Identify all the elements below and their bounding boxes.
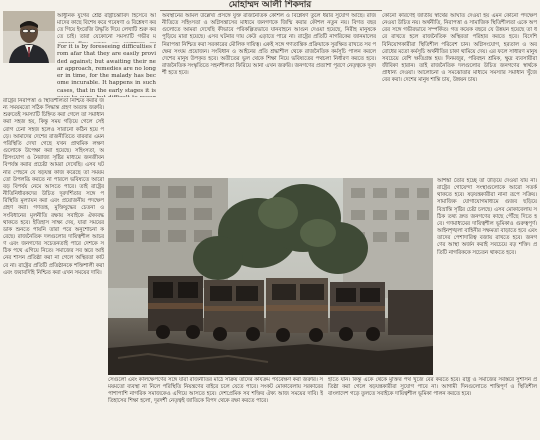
column-3-right: আশঙ্কা তৈরি হচ্ছে তা উড়িয়ে দেওয়া যায় না। রাষ্ট্রের গোয়েন্দা সংস্থাগুলোকে আরো সতর্ক থাকতে হবে। ষড়যন্ত্রকারীরা নানা রূপে সক্রিয়। সামাজিক যোগাযোগমাধ্যমে গুজব ছড়িয়ে বিভ্রান্তি সৃষ্টির চেষ্টা চলছে। এসব মোকাবেলায় সঠিক তথ্য দ্রুত জনগণের কাছে পৌঁছে দিতে হবে। গণমাধ্যমের দায়িত্বশীল ভূমিকাও গুরুত্বপূর্ণ। আইনশৃঙ্খলা বাহিনীর সক্ষমতা বাড়াতে হবে এবং তাদের পেশাদারিত্ব বজায় রাখতে হবে। জনগণের আস্থা অর্জন করাই সবচেয়ে বড় শক্তি। প্রতিটি নাগরিককে সচেতন থাকতে হবে। [437, 178, 537, 256]
column-bottom-middle: সেগুলো এবং কালক্ষেপণের সঙ্গে যারা রাজনীতির মাঠে সক্রিয় তাদের কার্যক্রম পর্যবেক্ষণ করা জরুরি। সময়মতো ব্যবস্থা না নিলে পরিস্থিতি নিয়ন্ত্রণের বাইরে চলে যেতে পারে। সংকট মোকাবেলায় সরকারের পাশাপাশি নাগরিক সমাজকেও এগিয়ে আসতে হবে। দেশপ্রেমিক সব শক্তির ঐক্য আজ সময়ের দাবি। ইতিহাসের শিক্ষা হলো, দূরদর্শী নেতৃত্বই জাতিকে বিপদ থেকে রক্ষা করতে পারে। [108, 377, 323, 405]
column-1-body: রাষ্ট্রের নিরাপত্তা ও স্থিতিশীলতা নিশ্চিত করার জন্য সময়মতো সঠিক সিদ্ধান্ত গ্রহণ অত্যন্ত জরুরি। শুরুতেই সমস্যাটি চিহ্নিত করা গেলে তা সমাধান করা সহজ হয়, কিন্তু সময় গড়িয়ে গেলে সেই রোগ চেনা সহজ হলেও সারানো কঠিন হয়ে পড়ে। আমাদের দেশের রাজনীতিতে বারবার এমন পরিস্থিতি দেখা গেছে যখন প্রাথমিক লক্ষণগুলোকে উপেক্ষা করা হয়েছে। সহিংসতা, অগ্নিসংযোগ ও নৈরাজ্য সৃষ্টির মাধ্যমে জনজীবন বিপর্যস্ত করার প্রচেষ্টা আমরা দেখেছি। এসব ঘটনার পেছনে যে ষড়যন্ত্র কাজ করেছে তা সময়মতো উপলব্ধি করতে না পারলে ভবিষ্যতে আরো বড় বিপর্যয় নেমে আসতে পারে। তাই রাষ্ট্রের নীতিনির্ধারকদের উচিত দূরদর্শিতার সঙ্গে পরিস্থিতি মূল্যায়ন করা এবং প্রয়োজনীয় পদক্ষেপ গ্রহণ করা। গণতন্ত্র, মুক্তিযুদ্ধের চেতনা ও সংবিধানের মূলনীতি রক্ষায় সবাইকে ঐক্যবদ্ধ থাকতে হবে। ইতিহাস সাক্ষ্য দেয়, যারা সময়ের ডাক শুনতে পায়নি তারা পরে অনুশোচনা করেছে। রাজনৈতিক দলগুলোর দায়িত্বশীল আচরণ এবং জনগণের সচেতনতাই পারে দেশকে সঠিক পথে এগিয়ে নিতে। সমাজের সব স্তরে আইনের শাসন প্রতিষ্ঠা করা না গেলে অস্থিরতা কাটবে না। রাষ্ট্রের প্রতিটি প্রতিষ্ঠানকে শক্তিশালী করা এবং জবাবদিহি নিশ্চিত করা এখন সময়ের দাবি। [3, 98, 104, 276]
author-name: মোহাম্মদ আলী শিকদার [228, 0, 312, 10]
column-1-intro: আধুনিক যুগের শ্রেষ্ঠ রাষ্ট্রচিন্তাবিদ হিসেবে আমাদের কাছে বিশেষ করে গবেষণা ও বিশ্লেষণ করতে গিয়ে ইংরেজি উদ্ধৃতি দিয়ে লেখাটি শুরু করতে চাই। তারা যেকোনো সমস্যাটি গভীর ম [57, 13, 156, 41]
column-3-top: কোনো কারণেই জাতীয় স্বার্থের আঘাত দেওয়া হয় এমন কোনো পদক্ষেপ নেওয়া উচিত নয়। অর্থনীতি, নিরাপত্তা ও সামাজিক স্থিতিশীলতা একে অপরের সঙ্গে গভীরভাবে সম্পর্কিত। গত কয়েক বছরে যে উন্নয়ন হয়েছে তা ধরে রাখতে হলে রাজনৈতিক অস্থিরতা পরিহার করতে হবে। বিদেশি বিনিয়োগকারীরা স্থিতিশীল পরিবেশ চান। অগ্নিসংযোগ, হরতাল ও অবরোধের মতো কর্মসূচি অর্থনীতির চাকা থামিয়ে দেয়। এর ফলে সাধারণ মানুষ সবচেয়ে বেশি ক্ষতিগ্রস্ত হয়। দিনমজুর, পরিবহন শ্রমিক, ক্ষুদ্র ব্যবসায়ীরা জীবিকা হারান। তাই রাজনৈতিক দলগুলোর উচিত জনগণের স্বার্থকে প্রাধান্য দেওয়া। আলোচনা ও সমঝোতার মাধ্যমে সমস্যার সমাধান খুঁজে বের করা। দেশের মানুষ শান্তি চায়, উন্নয়ন চায়। [382, 13, 537, 84]
byline-divider [160, 10, 382, 11]
column-2-top: অবস্থানের আমল উল্লেখ্য প্রসঙ্গে যুক্ত রাজনৈতিক কৌশল ও বিশ্লেষণ তুলে ধরার সুযোগ আছে। রাজনীতিতে সহিংসতা ও অগ্নিসন্ত্রাসের মাধ্যমে জনগণকে জিম্মি করার কৌশল নতুন নয়। বিগত বছরগুলোতে আমরা দেখেছি কীভাবে পরিকল্পিতভাবে যানবাহনে আগুন দেওয়া হয়েছে, নিরীহ মানুষকে পুড়িয়ে মারা হয়েছে। এসব ঘটনার দায় কেউ এড়াতে পারে না। রাষ্ট্রের প্রতিটি নাগরিকের জানমালের নিরাপত্তা নিশ্চিত করা সরকারের মৌলিক দায়িত্ব। একই সঙ্গে গণতান্ত্রিক প্রক্রিয়াকে সুরক্ষিত রাখতে সব পক্ষের সংযম প্রয়োজন। সংবিধান ও আইনের প্রতি শ্রদ্ধাশীল থেকে রাজনৈতিক কর্মসূচি পালন করলে দেশের মানুষ উপকৃত হবে। অতীতের ভুল থেকে শিক্ষা নিয়ে ভবিষ্যতের পথচলা নির্ধারণ করতে হবে। রাজনৈতিক সংস্কৃতিতে সহনশীলতা ফিরিয়ে আনা এখন জরুরি। জনগণের প্রত্যাশা পূরণে নেতৃত্বকে দূরদর্শী হতে হবে। [162, 13, 376, 77]
column-bottom-right: হাতে যান। কিন্তু একে থেকে মুক্তির পথ খুঁজে বের করতে হবে। রাষ্ট্র ও সমাজের সর্বস্তরে সুশাসন প্রতিষ্ঠা করা গেলে ষড়যন্ত্রকারীরা সুযোগ পাবে না। আগামী দিনগুলোতে শান্তিপূর্ণ ও স্থিতিশীল বাংলাদেশ গড়ে তুলতে সবাইকে দায়িত্বশীল ভূমিকা পালন করতে হবে। [328, 377, 537, 398]
english-quote: For it is by foreseeing difficulties from afar that they are easily provided against; but awaiting their near approach, remedies are no longer in time, for the malady has become incurable. It happens in such cases, that in the early stages it is [57, 44, 156, 94]
burned-vehicles-photo [108, 178, 433, 375]
author-portrait [3, 11, 55, 63]
